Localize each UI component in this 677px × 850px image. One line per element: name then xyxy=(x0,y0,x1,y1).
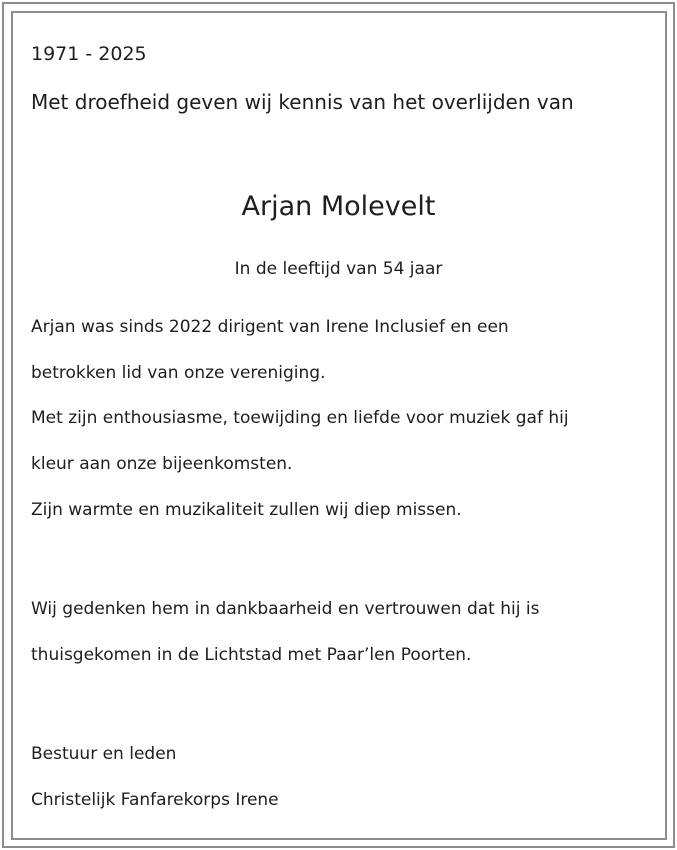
body-line: thuisgekomen in de Lichtstad met Paar’len Poorten. xyxy=(31,645,472,665)
body-line: Arjan was sinds 2022 dirigent van Irene Inclusief en een xyxy=(31,317,509,337)
signature-line: Bestuur en leden xyxy=(31,744,177,764)
intro-text: Met droefheid geven wij kennis van het overlijden van xyxy=(31,90,574,114)
body-line: kleur aan onze bijeenkomsten. xyxy=(31,454,293,474)
life-years: 1971 - 2025 xyxy=(31,43,147,65)
body-line: Met zijn enthousiasme, toewijding en liefde voor muziek gaf hij xyxy=(31,408,569,428)
body-line: Zijn warmte en muzikaliteit zullen wij diep missen. xyxy=(31,500,462,520)
body-line: betrokken lid van onze vereniging. xyxy=(31,363,326,383)
signature-line: Christelijk Fanfarekorps Irene xyxy=(31,790,279,810)
age-text: In de leeftijd van 54 jaar xyxy=(234,259,443,279)
deceased-name: Arjan Molevelt xyxy=(241,191,436,222)
body-line: Wij gedenken hem in dankbaarheid en vertrouwen dat hij is xyxy=(31,599,540,619)
